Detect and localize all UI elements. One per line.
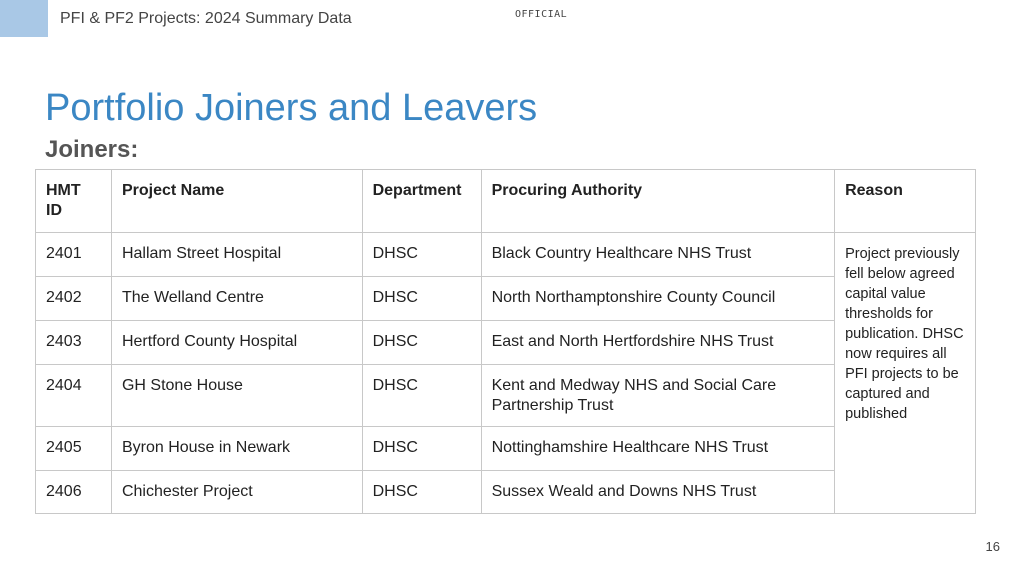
column-header-hmt-id: HMT ID bbox=[36, 170, 112, 233]
hmt-id-cell: 2402 bbox=[36, 277, 112, 321]
department-cell: DHSC bbox=[362, 365, 481, 427]
project-name-cell: Hertford County Hospital bbox=[111, 321, 362, 365]
project-name-cell: GH Stone House bbox=[111, 365, 362, 427]
procuring-authority-cell: Sussex Weald and Downs NHS Trust bbox=[481, 471, 835, 514]
hmt-id-cell: 2401 bbox=[36, 233, 112, 277]
department-cell: DHSC bbox=[362, 233, 481, 277]
department-cell: DHSC bbox=[362, 471, 481, 514]
procuring-authority-cell: East and North Hertfordshire NHS Trust bbox=[481, 321, 835, 365]
hmt-id-cell: 2404 bbox=[36, 365, 112, 427]
header-accent-block bbox=[0, 0, 48, 37]
procuring-authority-cell: Kent and Medway NHS and Social Care Partnership Trust bbox=[481, 365, 835, 427]
project-name-cell: Byron House in Newark bbox=[111, 427, 362, 471]
header-title: PFI & PF2 Projects: 2024 Summary Data bbox=[60, 10, 352, 27]
page-number: 16 bbox=[985, 539, 1000, 554]
table-row bbox=[36, 471, 976, 514]
procuring-authority-cell: North Northamptonshire County Council bbox=[481, 277, 835, 321]
column-header-procuring-authority: Procuring Authority bbox=[481, 170, 835, 233]
project-name-cell: Hallam Street Hospital bbox=[111, 233, 362, 277]
table-row bbox=[36, 321, 976, 365]
table-row bbox=[36, 427, 976, 471]
hmt-id-cell: 2403 bbox=[36, 321, 112, 365]
joiners-table bbox=[35, 169, 976, 514]
column-header-department: Department bbox=[362, 170, 481, 233]
project-name-cell: The Welland Centre bbox=[111, 277, 362, 321]
table-row bbox=[36, 277, 976, 321]
table-row bbox=[36, 365, 976, 427]
hmt-id-cell: 2406 bbox=[36, 471, 112, 514]
page-title: Portfolio Joiners and Leavers bbox=[45, 87, 538, 130]
procuring-authority-cell: Black Country Healthcare NHS Trust bbox=[481, 233, 835, 277]
table-header-row bbox=[36, 170, 976, 233]
hmt-id-cell: 2405 bbox=[36, 427, 112, 471]
department-cell: DHSC bbox=[362, 277, 481, 321]
department-cell: DHSC bbox=[362, 321, 481, 365]
reason-cell: Project previously fell below agreed capital value thresholds for publication. DHSC now requires all PFI projects to be captured and published bbox=[835, 233, 976, 514]
table-row bbox=[36, 233, 976, 277]
column-header-project-name: Project Name bbox=[111, 170, 362, 233]
project-name-cell: Chichester Project bbox=[111, 471, 362, 514]
classification-label: OFFICIAL bbox=[515, 9, 568, 20]
section-heading: Joiners: bbox=[45, 136, 139, 163]
department-cell: DHSC bbox=[362, 427, 481, 471]
column-header-reason: Reason bbox=[835, 170, 976, 233]
procuring-authority-cell: Nottinghamshire Healthcare NHS Trust bbox=[481, 427, 835, 471]
